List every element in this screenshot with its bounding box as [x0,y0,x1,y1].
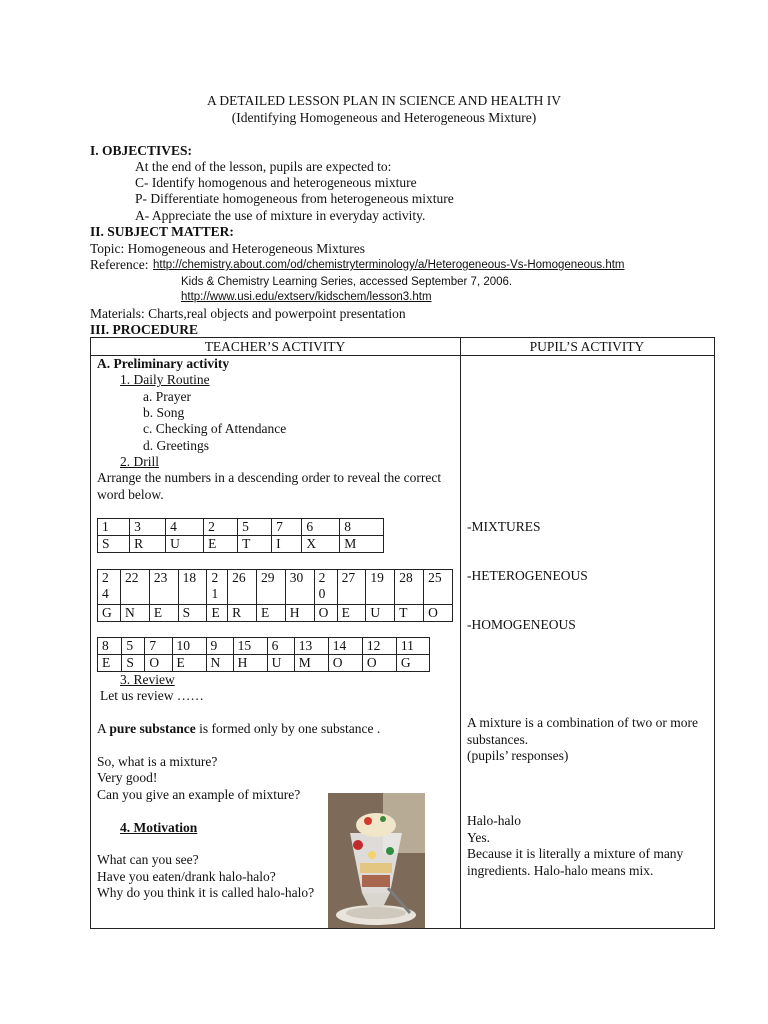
puzzle-table-3 [97,637,430,672]
puzzle-letter-cell: E [204,536,238,553]
drill-heading: 2. Drill [120,454,159,469]
routine-item: b. Song [143,405,185,420]
pupil-answer: -HOMOGENEOUS [467,617,576,632]
puzzle-number-cell: 22 [120,570,149,605]
puzzle-number-cell: 5 [238,519,272,536]
puzzle-letter-cell: T [238,536,272,553]
pupil-answer: Halo-halo [467,813,521,828]
materials-line: Materials: Charts,real objects and powerpoint presentation [90,306,406,321]
puzzle-number-cell: 28 [395,570,424,605]
puzzle-letter-cell: O [314,605,337,622]
objective-item: A- Appreciate the use of mixture in everyday activity. [135,208,426,223]
table-column-divider [460,337,461,928]
puzzle-number-cell: 6 [302,519,340,536]
puzzle-table-2 [97,569,453,622]
review-heading: 3. Review [120,672,175,687]
puzzle-number-cell: 7 [272,519,302,536]
puzzle-number-cell: 8 [98,638,122,655]
puzzle-letter-cell: G [98,605,121,622]
puzzle-letter-cell: M [294,655,328,672]
puzzle-number-cell: 19 [366,570,395,605]
objective-item: C- Identify homogenous and heterogeneous mixture [135,175,417,190]
puzzle-number-cell: 13 [294,638,328,655]
motivation-question: Why do you think it is called halo-halo? [97,885,315,900]
puzzle-number-cell: 23 [149,570,178,605]
puzzle-number-cell: 4 [166,519,204,536]
puzzle-number-cell: 3 [130,519,166,536]
puzzle-number-cell: 7 [145,638,172,655]
puzzle-letter-cell: N [120,605,149,622]
puzzle-letter-cell: O [424,605,453,622]
subject-matter-heading: II. SUBJECT MATTER: [90,224,234,239]
puzzle-number-cell: 10 [172,638,206,655]
mixture-definition: substances. [467,732,529,747]
halo-halo-photo [328,793,425,928]
puzzle-number-cell: 18 [178,570,207,605]
puzzle-number-cell: 14 [328,638,362,655]
puzzle-letter-cell: R [130,536,166,553]
pupil-answer: Yes. [467,830,491,845]
drill-instruction: word below. [97,487,164,502]
puzzle-letter-cell: O [362,655,396,672]
objective-item: P- Differentiate homogeneous from heterogeneous mixture [135,191,454,206]
routine-item: d. Greetings [143,438,209,453]
review-text: Let us review …… [100,688,204,703]
document-subtitle: (Identifying Homogeneous and Heterogeneous Mixture) [231,110,537,125]
puzzle-number-cell: 25 [424,570,453,605]
puzzle-number-cell: 27 [337,570,366,605]
puzzle-number-cell: 8 [340,519,384,536]
puzzle-letter-cell: U [267,655,294,672]
puzzle-number-cell: 11 [396,638,429,655]
pupil-activity-header: PUPIL’S ACTIVITY [529,339,645,354]
routine-item: a. Prayer [143,389,191,404]
puzzle-letter-cell: E [256,605,285,622]
procedure-heading: III. PROCEDURE [90,322,199,337]
puzzle-number-cell: 30 [285,570,314,605]
puzzle-letter-cell: E [149,605,178,622]
document-title: A DETAILED LESSON PLAN IN SCIENCE AND HEALTH IV [207,93,561,108]
pupil-responses: (pupils’ responses) [467,748,569,763]
puzzle-letter-cell: O [145,655,172,672]
puzzle-number-cell: 9 [206,638,233,655]
teacher-activity-header: TEACHER’S ACTIVITY [204,339,346,354]
puzzle-letter-cell: E [207,605,228,622]
routine-item: c. Checking of Attendance [143,421,287,436]
pupil-answer: -MIXTURES [467,519,541,534]
pupil-answer: Because it is literally a mixture of many [467,846,684,861]
motivation-question: What can you see? [97,852,199,867]
puzzle-letter-cell: E [337,605,366,622]
puzzle-number-cell: 26 [228,570,257,605]
objectives-heading: I. OBJECTIVES: [90,143,193,158]
puzzle-letter-cell: E [172,655,206,672]
reference-link[interactable]: http://chemistry.about.com/od/chemistryterminology/a/Heterogeneous-Vs-Homogeneous.htm [153,259,625,271]
daily-routine: 1. Daily Routine [120,372,210,387]
puzzle-letter-cell: O [328,655,362,672]
question-mixture: So, what is a mixture? [97,754,218,769]
puzzle-number-cell: 29 [256,570,285,605]
puzzle-letter-cell: X [302,536,340,553]
preliminary-activity: A. Preliminary activity [97,356,230,371]
example-question: Can you give an example of mixture? [97,787,301,802]
puzzle-letter-cell: R [228,605,257,622]
puzzle-letter-cell: U [366,605,395,622]
pupil-answer: ingredients. Halo-halo means mix. [467,863,654,878]
topic-line: Topic: Homogeneous and Heterogeneous Mixtures [90,241,365,256]
puzzle-number-cell: 12 [362,638,396,655]
pure-substance-term: pure substance [109,721,196,736]
puzzle-letter-cell: M [340,536,384,553]
puzzle-letter-cell: H [233,655,267,672]
puzzle-letter-cell: T [395,605,424,622]
puzzle-number-cell: 2 1 [207,570,228,605]
puzzle-number-cell: 1 [98,519,130,536]
puzzle-letter-cell: N [206,655,233,672]
puzzle-letter-cell: H [285,605,314,622]
puzzle-letter-cell: I [272,536,302,553]
reference-label: Reference: [90,257,149,272]
puzzle-letter-cell: S [98,536,130,553]
reference-link[interactable]: http://www.usi.edu/extserv/kidschem/lesson3.htm [181,291,432,303]
halo-halo-illustration [328,793,425,928]
puzzle-letter-cell: S [122,655,145,672]
very-good: Very good! [97,770,158,785]
puzzle-number-cell: 5 [122,638,145,655]
puzzle-letter-cell: G [396,655,429,672]
reference-citation: Kids & Chemistry Learning Series, accessed September 7, 2006. [181,276,513,288]
objectives-intro: At the end of the lesson, pupils are expected to: [135,159,392,174]
puzzle-number-cell: 2 0 [314,570,337,605]
puzzle-number-cell: 2 [204,519,238,536]
puzzle-letter-cell: S [178,605,207,622]
drill-instruction: Arrange the numbers in a descending order to reveal the correct [97,470,442,485]
mixture-definition: A mixture is a combination of two or more [467,715,698,730]
puzzle-letter-cell: U [166,536,204,553]
motivation-question: Have you eaten/drank halo-halo? [97,869,276,884]
puzzle-number-cell: 15 [233,638,267,655]
pure-substance-line: A pure substance is formed only by one substance . [97,721,381,736]
puzzle-number-cell: 6 [267,638,294,655]
puzzle-number-cell: 2 4 [98,570,121,605]
pupil-answer: -HETEROGENEOUS [467,568,588,583]
puzzle-letter-cell: E [98,655,122,672]
puzzle-table-1 [97,518,384,553]
motivation-heading: 4. Motivation [120,820,198,835]
